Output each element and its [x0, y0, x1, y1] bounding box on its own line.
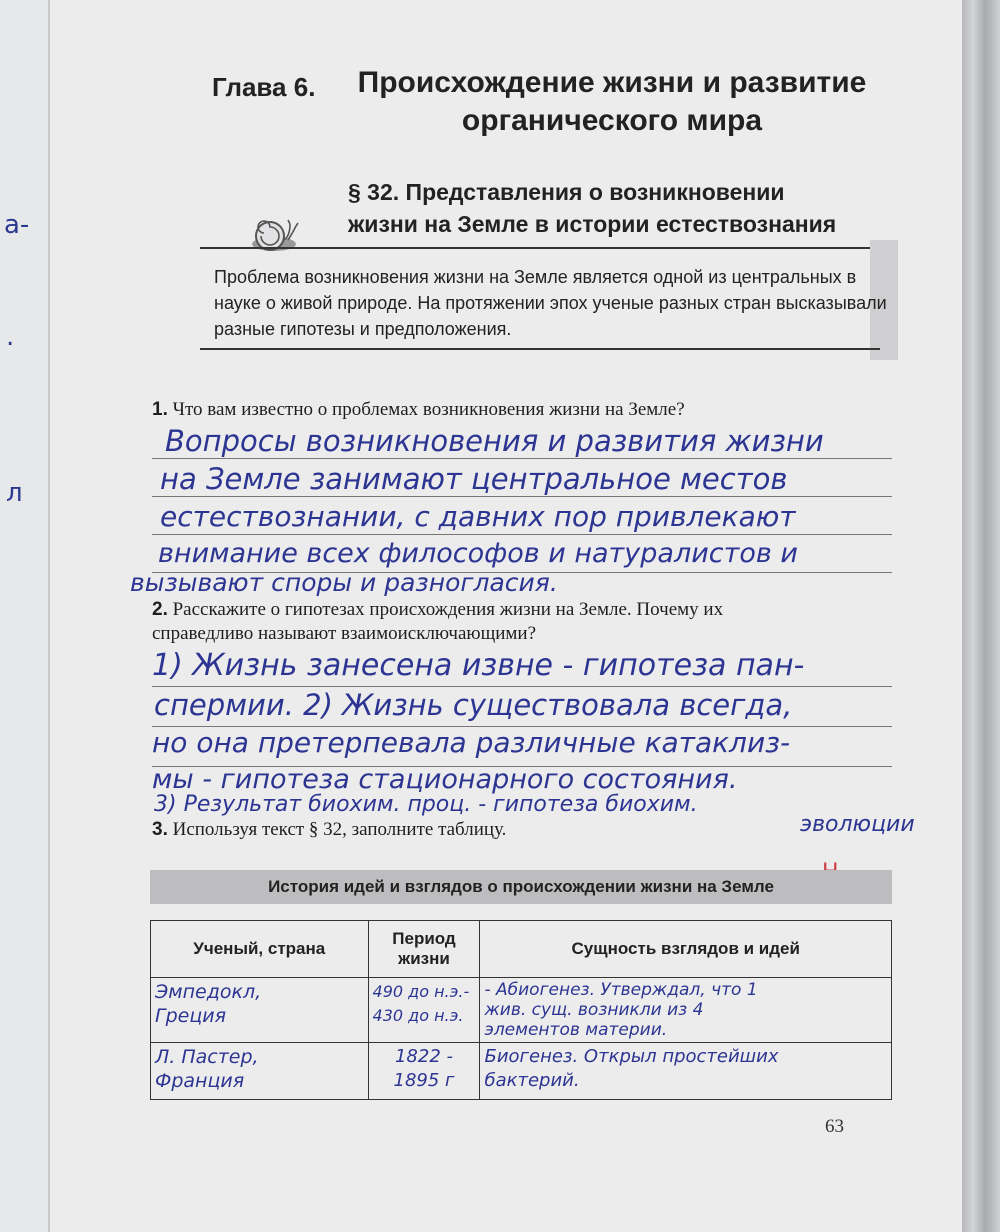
- column-header: Сущность взглядов и идей: [480, 921, 892, 978]
- answer-line: [152, 534, 892, 535]
- column-header: Период жизни: [368, 921, 480, 978]
- chapter-label: Глава 6.: [212, 72, 316, 102]
- chapter-title: Происхождение жизни и развитие органического мира: [357, 66, 867, 137]
- page-edge: [962, 0, 1000, 1232]
- handwritten-answer: Вопросы возникновения и развития жизни: [165, 424, 824, 458]
- handwritten-answer: но она претерпевала различные катаклиз-: [152, 726, 791, 759]
- table-header-row: [151, 921, 892, 978]
- handwritten-answer: внимание всех философов и натуралистов и: [158, 538, 798, 569]
- period-cell: 1822 - 1895 г: [368, 1043, 480, 1100]
- question-1: 1. Что вам известно о проблемах возникновения жизни на Земле?: [152, 399, 685, 420]
- page-number: 63: [825, 1116, 844, 1137]
- table-row: [151, 1043, 892, 1100]
- handwritten-answer: мы - гипотеза стационарного состояния.: [152, 764, 738, 795]
- handwritten-answer: вызывают споры и разногласия.: [130, 568, 558, 597]
- handwritten-answer: 1) Жизнь занесена извне - гипотеза пан-: [152, 648, 805, 683]
- question-3: 3. Используя текст § 32, заполните таблицу.: [152, 819, 507, 840]
- handwritten-answer: 3) Результат биохим. проц. - гипотеза биохим.: [154, 792, 698, 817]
- margin-note: .: [6, 322, 15, 352]
- table-row: [151, 978, 892, 1043]
- intro-text: Проблема возникновения жизни на Земле является одной из центральных в науке о живой природе. На протяжении эпох ученые разных стран высказывали разные гипотезы и предположения.: [214, 267, 887, 339]
- question-2: 2. Расскажите о гипотезах происхождения жизни на Земле. Почему их справедливо называют взаимоисключающими?: [152, 599, 724, 644]
- essence-cell: Биогенез. Открыл простейших бактерий.: [480, 1043, 892, 1100]
- handwritten-answer: естествознании, с давних пор привлекают: [160, 500, 796, 533]
- answer-line: [152, 686, 892, 687]
- column-header: Ученый, страна: [151, 921, 369, 978]
- handwritten-answer: эволюции: [800, 812, 915, 837]
- previous-page-strip: [0, 0, 50, 1232]
- intro-bottom-rule: [200, 348, 880, 350]
- table-caption: История идей и взглядов о происхождении жизни на Земле: [150, 870, 892, 904]
- scientist-cell: Эмпедокл, Греция: [151, 978, 369, 1043]
- answer-line: [152, 496, 892, 497]
- history-table: [150, 920, 892, 1100]
- period-cell: 490 до н.э.- 430 до н.э.: [368, 978, 480, 1043]
- scientist-cell: Л. Пастер, Франция: [151, 1043, 369, 1100]
- section-title: § 32. Представления о возникновении жизни на Земле в истории естествознания: [348, 179, 837, 237]
- essence-cell: - Абиогенез. Утверждал, что 1 жив. сущ. возникли из 4 элементов материи.: [480, 978, 892, 1043]
- margin-note: а-: [4, 210, 30, 240]
- answer-line: [152, 458, 892, 459]
- handwritten-answer: на Земле занимают центральное местов: [160, 462, 788, 496]
- intro-top-rule: [200, 247, 880, 249]
- handwritten-answer: спермии. 2) Жизнь существовала всегда,: [154, 688, 793, 722]
- margin-note: л: [6, 478, 23, 508]
